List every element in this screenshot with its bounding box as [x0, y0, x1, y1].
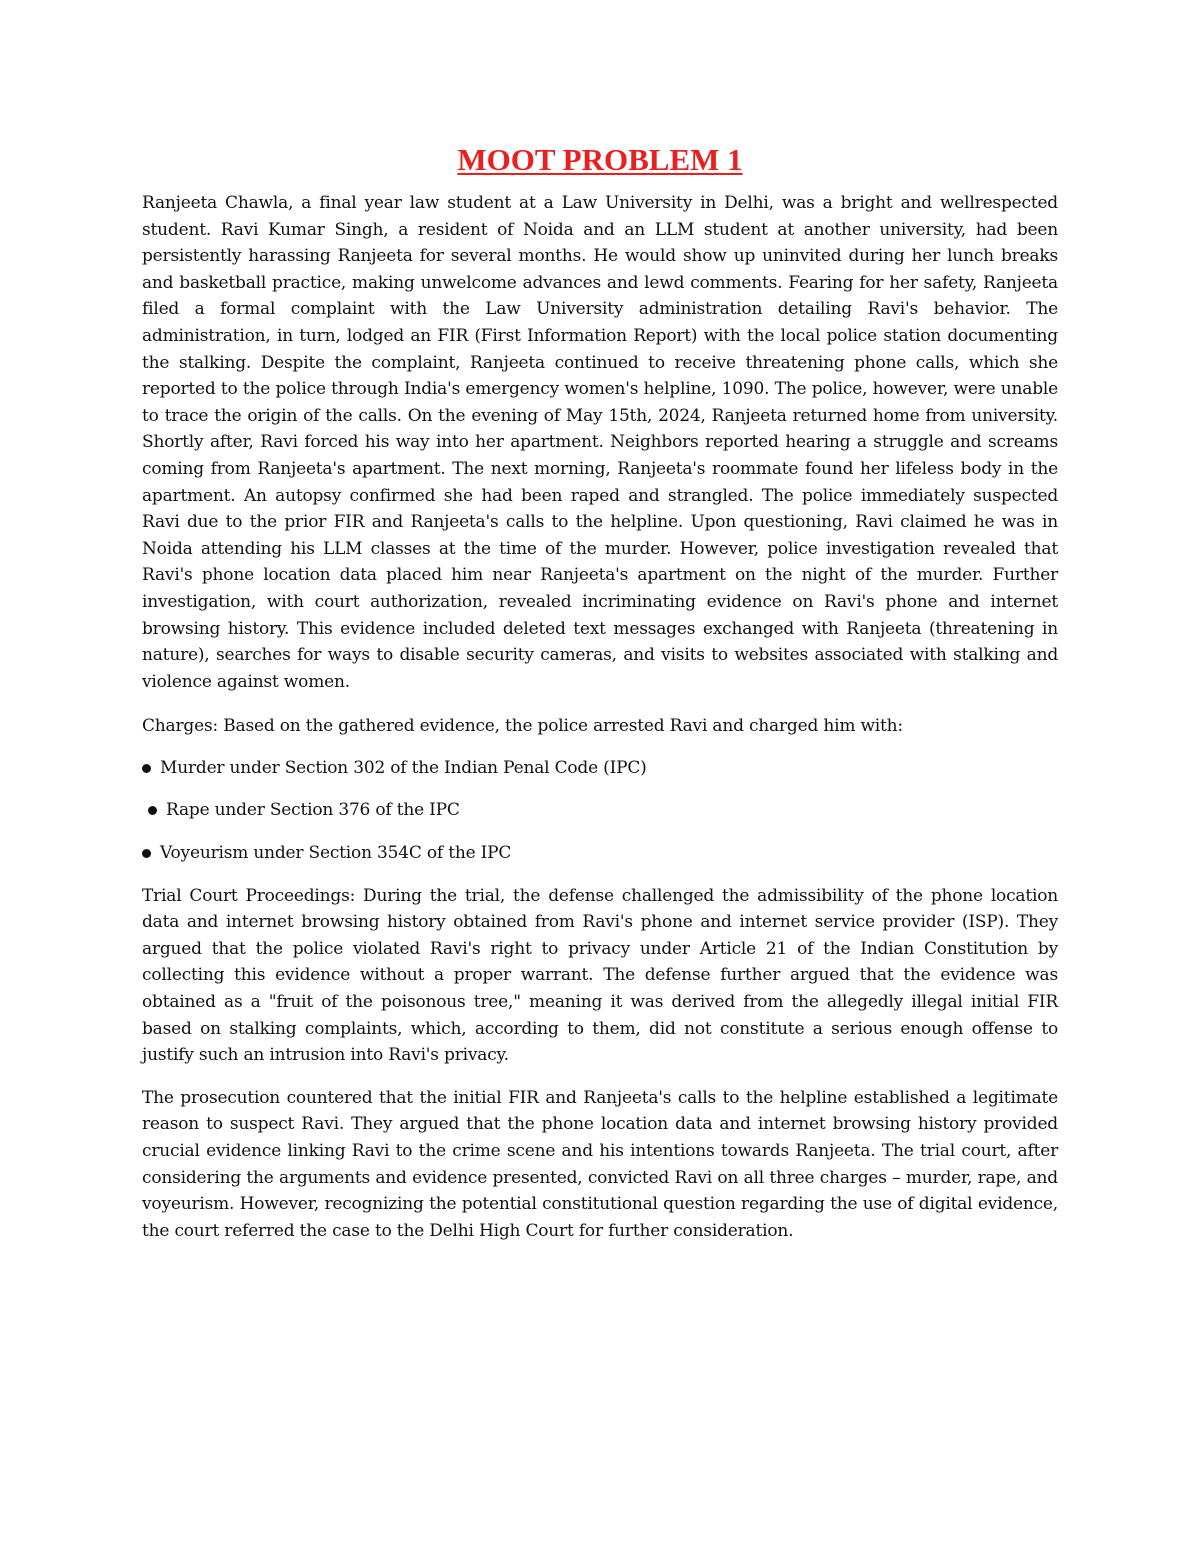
bullet-icon	[148, 806, 157, 815]
bullet-icon	[142, 849, 151, 858]
charge-item	[142, 797, 1058, 824]
charge-text: Rape under Section 376 of the IPC	[166, 800, 460, 821]
document-page	[142, 140, 1058, 1260]
trial-proceedings-paragraph: Trial Court Proceedings: During the trial, the defense challenged the admissibility of the phone location data and internet browsing history obtained from Ravi's phone and internet service provider (ISP). They argued that the police violated Ravi's right to privacy under Article 21 of the Indian Constitution by collecting this evidence without a proper warrant. The defense further argued that the evidence was obtained as a "fruit of the poisonous tree," meaning it was derived from the allegedly illegal initial FIR based on stalking complaints, which, according to them, did not constitute a serious enough offense to justify such an intrusion into Ravi's privacy.	[142, 885, 1058, 1066]
facts-paragraph: Ranjeeta Chawla, a final year law student at a Law University in Delhi, was a bright and wellrespected student. Ravi Kumar Singh, a resident of Noida and an LLM student at another university, had been persistently harassing Ranjeeta for several months. He would show up uninvited during her lunch breaks and basketball practice, making unwelcome advances and lewd comments. Fearing for her safety, Ranjeeta filed a formal complaint with the Law University administration detailing Ravi's behavior. The administration, in turn, lodged an FIR (First Information Report) with the local police station documenting the stalking. Despite the complaint, Ranjeeta continued to receive threatening phone calls, which she reported to the police through India's emergency women's helpline, 1090. The police, however, were unable to trace the origin of the calls. On the evening of May 15th, 2024, Ranjeeta returned home from university. Shortly after, Ravi forced his way into her apartment. Neighbors reported hearing a struggle and screams coming from Ranjeeta's apartment. The next morning, Ranjeeta's roommate found her lifeless body in the apartment. An autopsy confirmed she had been raped and strangled. The police immediately suspected Ravi due to the prior FIR and Ranjeeta's calls to the helpline. Upon questioning, Ravi claimed he was in Noida attending his LLM classes at the time of the murder. However, police investigation revealed that Ravi's phone location data placed him near Ranjeeta's apartment on the night of the murder. Further investigation, with court authorization, revealed incriminating evidence on Ravi's phone and internet browsing history. This evidence included deleted text messages exchanged with Ranjeeta (threatening in nature), searches for ways to disable security cameras, and visits to websites associated with stalking and violence against women.	[142, 193, 1058, 692]
bullet-icon	[142, 764, 151, 773]
prosecution-paragraph: The prosecution countered that the initial FIR and Ranjeeta's calls to the helpline established a legitimate reason to suspect Ravi. They argued that the phone location data and internet browsing history provided crucial evidence linking Ravi to the crime scene and his intentions towards Ranjeeta. The trial court, after considering the arguments and evidence presented, convicted Ravi on all three charges – murder, rape, and voyeurism. However, recognizing the potential constitutional question regarding the use of digital evidence, the court referred the case to the Delhi High Court for further consideration.	[142, 1087, 1058, 1241]
charge-item	[142, 840, 1058, 867]
charge-text: Voyeurism under Section 354C of the IPC	[160, 843, 512, 864]
charge-text: Murder under Section 302 of the Indian Penal Code (IPC)	[160, 757, 647, 778]
charges-intro: Charges: Based on the gathered evidence, the police arrested Ravi and charged him with:	[142, 716, 903, 737]
charge-item	[142, 755, 1058, 782]
document-title: MOOT PROBLEM 1	[457, 142, 743, 177]
charges-list	[142, 755, 1058, 867]
